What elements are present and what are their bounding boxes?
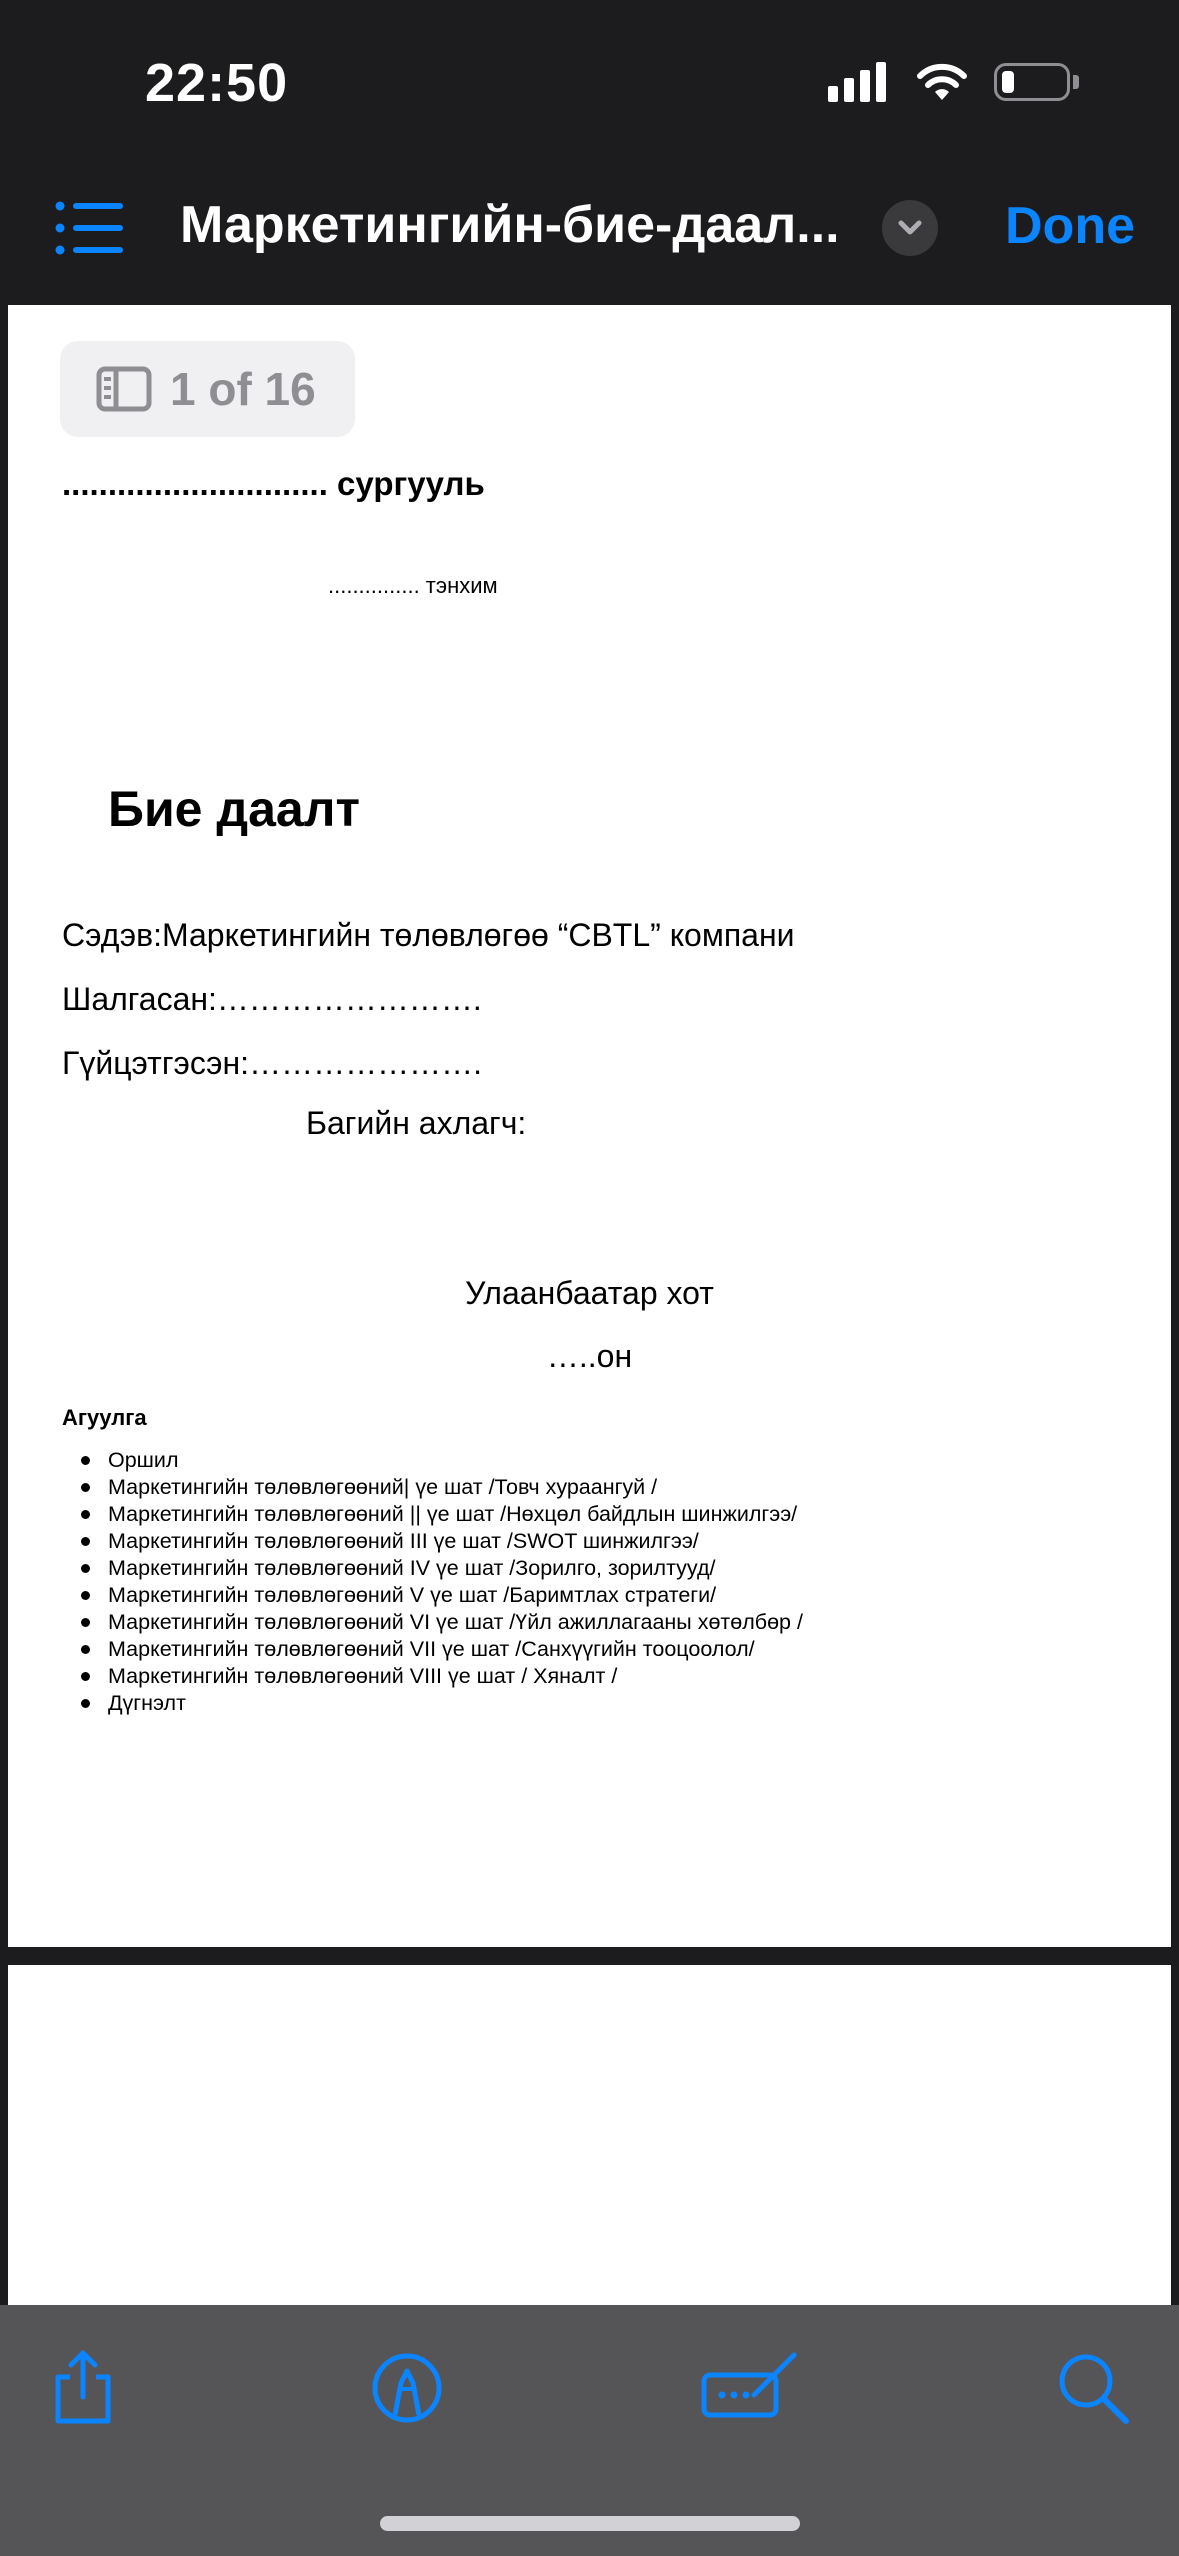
school-line: ............................. сургууль: [62, 465, 485, 502]
home-indicator[interactable]: [380, 2516, 800, 2531]
doc-title: Бие даалт: [108, 781, 360, 837]
list-icon[interactable]: [55, 200, 123, 256]
done-button[interactable]: Done: [1005, 197, 1135, 255]
document-page: [8, 305, 1171, 1947]
toc-item: Маркетингийн төлөвлөгөөний V үе шат /Баримтлах стратеги/: [108, 1582, 803, 1609]
page-indicator[interactable]: [60, 341, 355, 437]
search-icon[interactable]: [1050, 2345, 1136, 2431]
toc-item: Оршил: [108, 1447, 803, 1474]
wifi-icon: [916, 62, 968, 102]
document-title[interactable]: Маркетингийн-бие-даал...: [180, 196, 840, 254]
year-line: …..он: [546, 1338, 633, 1374]
document-page-next: [8, 1965, 1171, 2305]
cellular-signal-icon: [828, 62, 890, 102]
status-time: 22:50: [145, 53, 289, 113]
toc-item: Маркетингийн төлөвлөгөөний IV үе шат /Зорилго, зорилтууд/: [108, 1555, 803, 1582]
checked-by-line: Шалгасан:…………………….: [62, 981, 482, 1017]
status-bar: [0, 0, 1179, 170]
toc-item: Маркетингийн төлөвлөгөөний VI үе шат /Үйл ажиллагааны хөтөлбөр /: [108, 1610, 803, 1634]
toc-item: Маркетингийн төлөвлөгөөний III үе шат /SWOT шинжилгээ/: [108, 1528, 803, 1555]
share-icon[interactable]: [40, 2345, 126, 2431]
performed-by-line: Гүйцэтгэсэн:………………….: [62, 1045, 482, 1081]
toc-item: Маркетингийн төлөвлөгөөний || үе шат /Нөхцөл байдлын шинжилгээ/: [108, 1501, 803, 1528]
nav-bar: [0, 170, 1179, 305]
markup-icon[interactable]: [364, 2345, 450, 2431]
toc-heading: Агуулга: [62, 1405, 147, 1430]
toc-item: Маркетингийн төлөвлөгөөний VII үе шат /Санхүүгийн тооцоолол/: [108, 1636, 803, 1663]
sidebar-icon: [96, 366, 152, 412]
title-menu-button[interactable]: [882, 200, 938, 256]
city-line: Улаанбаатар хот: [465, 1275, 714, 1311]
chevron-down-icon: [882, 200, 938, 256]
toc-item: Дүгнэлт: [108, 1690, 803, 1717]
battery-icon: [994, 63, 1079, 101]
toc-list: [62, 1447, 803, 1717]
toc-item: Маркетингийн төлөвлөгөөний VIII үе шат / Хяналт /: [108, 1663, 803, 1690]
status-icons: [828, 62, 1079, 102]
department-line: ............... тэнхим: [328, 573, 498, 598]
topic-line: Сэдэв:Маркетингийн төлөвлөгөө “CBTL” компани: [62, 917, 795, 953]
page-count-label: 1 of 16: [170, 363, 316, 415]
toc-item: Маркетингийн төлөвлөгөөний| үе шат /Товч хураангуй /: [108, 1474, 803, 1501]
signature-icon[interactable]: [700, 2345, 800, 2431]
team-leader-line: Багийн ахлагч:: [306, 1105, 527, 1141]
